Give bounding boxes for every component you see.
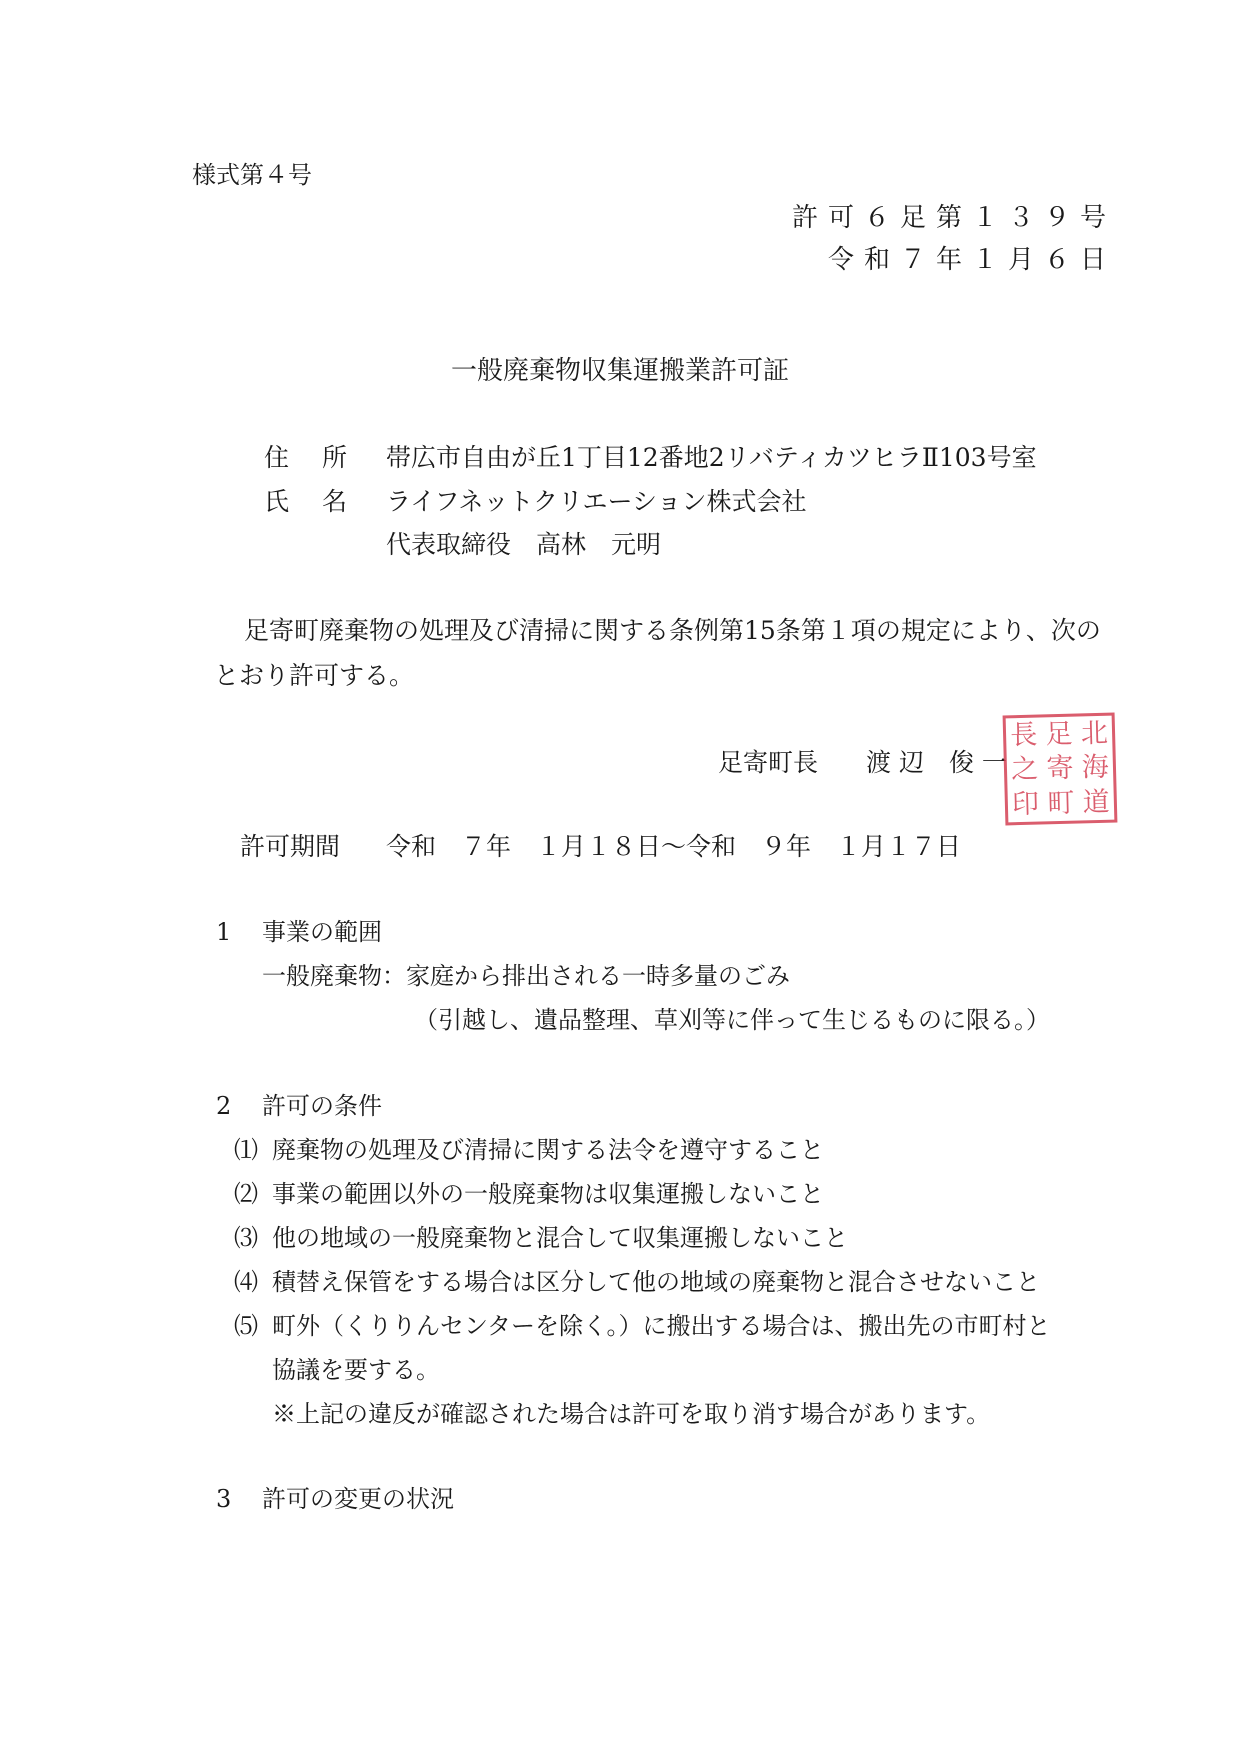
address-label: 住 所 (264, 443, 352, 472)
document-title: 一般廃棄物収集運搬業許可証 (450, 356, 789, 386)
condition-number: ⑷ (234, 1268, 258, 1296)
condition-text: 積替え保管をする場合は区分して他の地域の廃棄物と混合させないこと (272, 1268, 1040, 1296)
seal-char: 北 (1080, 717, 1109, 750)
permit-number: 許可６足第１３９号 (791, 203, 1116, 233)
seal-char: 寄 (1046, 753, 1074, 785)
condition-text: 事業の範囲以外の一般廃棄物は収集運搬しないこと (272, 1180, 824, 1208)
preamble-line-1: 足寄町廃棄物の処理及び清掃に関する条例第15条第１項の規定により、次の (244, 616, 1101, 645)
violation-note: ※上記の違反が確認された場合は許可を取り消す場合があります。 (272, 1400, 991, 1428)
preamble-line-2: とおり許可する。 (214, 661, 415, 690)
condition-text: 他の地域の一般廃棄物と混合して収集運搬しないこと (272, 1224, 848, 1252)
seal-char: 町 (1046, 787, 1075, 820)
condition-number: ⑸ (234, 1312, 258, 1340)
address-value: 帯広市自由が丘1丁目12番地2リバティカツヒラⅡ103号室 (386, 443, 1037, 472)
issue-date: 令和７年１月６日 (827, 245, 1116, 275)
seal-char: 印 (1011, 788, 1040, 821)
condition-text: 町外（くりりんセンターを除く。）に搬出する場合は、搬出先の市町村と (272, 1312, 1051, 1340)
seal-char: 足 (1045, 718, 1073, 751)
official-seal (1003, 713, 1118, 826)
section-1-line-1: 一般廃棄物：家庭から排出される一時多量のごみ (262, 962, 790, 990)
condition-number: ⑴ (234, 1136, 258, 1164)
seal-char: 海 (1081, 752, 1110, 784)
period-value: 令和 ７年 １月１８日～令和 ９年 １月１７日 (386, 832, 962, 861)
company-name: ライフネットクリエーション株式会社 (386, 487, 807, 516)
seal-char: 長 (1009, 719, 1038, 752)
condition-number: ⑵ (234, 1180, 258, 1208)
name-label: 氏 名 (264, 487, 352, 516)
section-2-heading: 許可の条件 (262, 1092, 382, 1120)
representative: 代表取締役 高林 元明 (386, 530, 662, 559)
section-1-number: 1 (216, 918, 232, 946)
issuer-name: 渡 辺 俊 一 (866, 748, 1007, 777)
seal-char: 之 (1010, 754, 1039, 786)
seal-char: 道 (1082, 786, 1111, 819)
condition-text: 廃棄物の処理及び清掃に関する法令を遵守すること (272, 1136, 824, 1164)
section-2-number: 2 (216, 1092, 232, 1120)
section-3-number: 3 (216, 1485, 232, 1513)
condition-number: ⑶ (234, 1224, 258, 1252)
section-1-line-2: （引越し、遺品整理、草刈等に伴って生じるものに限る。） (414, 1006, 1050, 1034)
condition-text-continued: 協議を要する。 (272, 1356, 440, 1384)
period-label: 許可期間 (240, 832, 341, 861)
form-number: 様式第４号 (192, 161, 312, 189)
section-1-heading: 事業の範囲 (262, 918, 382, 946)
section-3-heading: 許可の変更の状況 (262, 1485, 454, 1513)
issuer-title: 足寄町長 (718, 748, 819, 777)
